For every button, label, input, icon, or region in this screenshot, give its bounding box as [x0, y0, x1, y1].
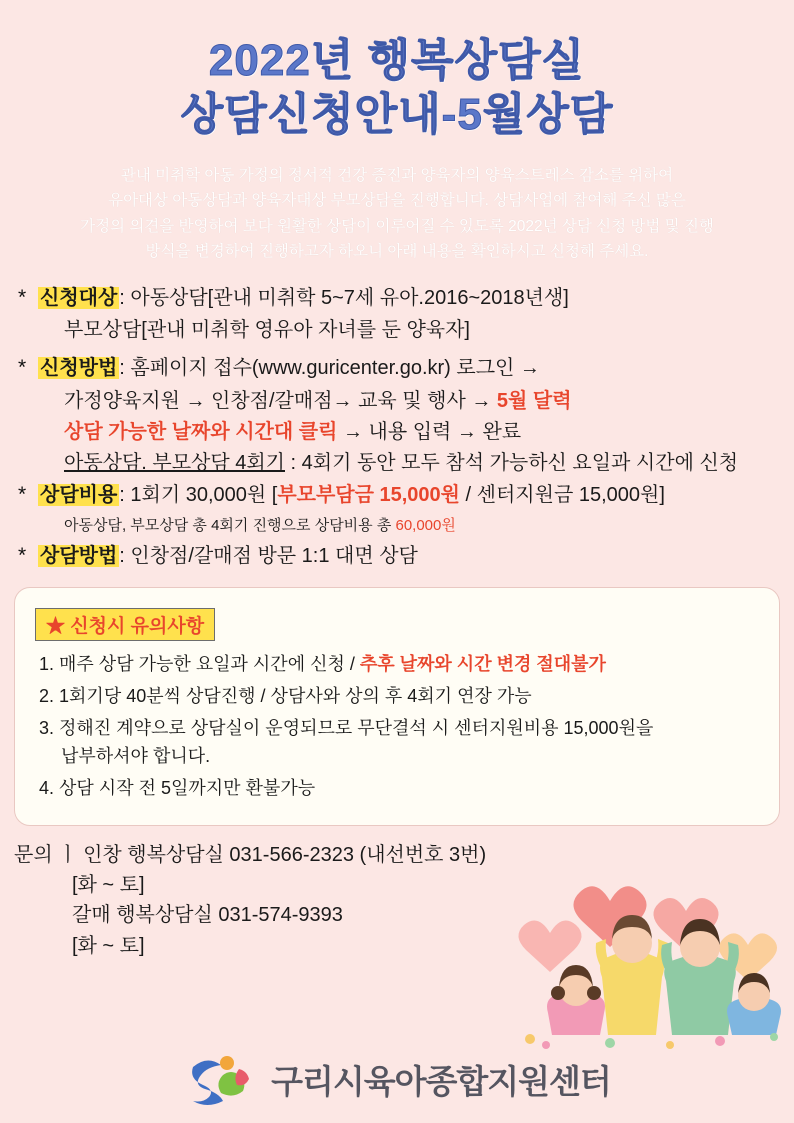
- section-method-label: 신청방법: [40, 357, 118, 380]
- notice-item-number: 2.: [39, 686, 55, 707]
- intro-paragraph: [56, 163, 738, 263]
- notice-item-text: 정해진 계약으로 상담실이 운영되므로 무단결석 시 센터지원비용 15,000원을: [59, 717, 654, 738]
- notice-badge-label: 신청시 유의사항: [70, 616, 205, 638]
- bullet-star-icon: *: [18, 285, 27, 309]
- contact-line-3: 갈매 행복상담실 031-574-9393: [72, 904, 343, 927]
- section-way-content: [38, 542, 776, 572]
- notice-item: [35, 683, 759, 711]
- section-cost-total: 60,000원: [395, 516, 456, 534]
- poster-body: [18, 282, 776, 571]
- section-method-line4-a: 아동상담. 부모상담 4회기: [64, 451, 285, 474]
- section-cost-colon: :: [119, 483, 125, 506]
- intro-line-2: 유아대상 아동상담과 양육자대상 부모상담을 진행합니다. 상담사업에 참여해 주신 많은: [108, 192, 686, 210]
- section-method-line4: [18, 448, 776, 478]
- intro-line-3: 가정의 의견을 반영하여 보다 원활한 상담이 이루어질 수 있도록 2022년 상담 신청 방법 및 진행: [80, 217, 714, 235]
- star-icon: ★: [46, 616, 66, 638]
- notice-item-text: 상담 시작 전 5일까지만 환불가능: [59, 777, 316, 798]
- section-method-text: 홈페이지 접수(www.guricenter.go.kr) 로그인 →: [130, 357, 540, 380]
- section-target-line2: 부모상담[관내 미취학 영유아 자녀를 둔 양육자]: [64, 319, 470, 342]
- notice-item-text: 1회기당 40분씩 상담진행 / 상담사와 상의 후 4회기 연장 가능: [59, 686, 532, 707]
- title-line-2: 상담신청안내-5월상담: [180, 89, 614, 139]
- notice-item-text: 매주 상담 가능한 요일과 시간에 신청 /: [59, 654, 360, 675]
- section-method-line2-a: 가정양육지원 → 인창점/갈매점→ 교육 및 행사 →: [64, 389, 497, 412]
- notice-item: [35, 775, 759, 803]
- contact-line-4: [화 ~ 토]: [72, 934, 145, 957]
- notice-item-number: 3.: [39, 717, 55, 738]
- notice-box: [14, 587, 780, 825]
- intro-line-4: 방식을 변경하여 진행하고자 하오니 아래 내용을 확인하시고 신청해 주세요.: [145, 242, 649, 260]
- section-method-content: [38, 354, 776, 384]
- notice-item: [35, 651, 759, 679]
- section-way-text: 인창점/갈매점 방문 1:1 대면 상담: [130, 544, 418, 567]
- section-target-label: 신청대상: [40, 286, 118, 309]
- section-cost: [18, 479, 776, 511]
- section-way: [18, 540, 776, 572]
- section-way-colon: :: [119, 544, 125, 567]
- section-method: [18, 352, 776, 384]
- section-method-line2-b: 5월 달력: [496, 389, 572, 412]
- section-way-label: 상담방법: [40, 544, 118, 567]
- footer-logo-block: [0, 1053, 794, 1105]
- section-method-line3: [18, 417, 776, 447]
- section-cost-label: 상담비용: [40, 483, 118, 506]
- title-line-1: 2022년 행복상담실: [208, 36, 586, 85]
- section-target: [18, 282, 776, 314]
- notice-item-number: 1.: [39, 654, 55, 675]
- notice-badge: [35, 608, 215, 641]
- section-method-line3-a: 상담 가능한 날짜와 시간대 클릭: [64, 420, 338, 443]
- notice-item-number: 4.: [39, 777, 55, 798]
- section-method-line3-b: → 내용 입력 → 완료: [337, 420, 522, 443]
- contact-line-2: [화 ~ 토]: [72, 874, 145, 896]
- notice-item: [35, 715, 759, 771]
- bullet-star-icon: *: [18, 356, 27, 380]
- section-cost-text-1: 1회기 30,000원 [: [130, 483, 278, 506]
- notice-item-continuation: 납부하셔야 합니다.: [61, 745, 211, 766]
- contact-block: [14, 840, 794, 962]
- section-cost-note: [18, 514, 776, 535]
- bullet-star-icon: *: [18, 543, 27, 567]
- poster-title: [0, 0, 794, 141]
- section-cost-content: [38, 481, 776, 511]
- contact-line-1: 문의 ㅣ 인창 행복상담실 031-566-2323 (내선번호 3번): [14, 843, 487, 866]
- section-cost-note-a: 아동상담, 부모상담 총 4회기 진행으로 상담비용 총: [64, 516, 396, 534]
- notice-item-emphasis: 추후 날짜와 시간 변경 절대불가: [359, 654, 606, 675]
- footer-org-name: 구리시육아종합지원센터: [271, 1062, 611, 1100]
- section-target-content: [38, 284, 776, 314]
- section-target-text: 아동상담[관내 미취학 5~7세 유아.2016~2018년생]: [130, 286, 569, 309]
- center-logo-icon: [183, 1053, 257, 1105]
- section-cost-parent-fee: 부모부담금 15,000원: [277, 483, 460, 506]
- bullet-star-icon: *: [18, 482, 27, 506]
- section-method-colon: :: [119, 357, 125, 380]
- section-method-line4-b: : 4회기 동안 모두 참석 가능하신 요일과 시간에 신청: [285, 451, 739, 474]
- section-cost-text-3: / 센터지원금 15,000원]: [460, 483, 665, 506]
- intro-line-1: 관내 미취학 아동 가정의 정서적 건강 증진과 양육자의 양육스트레스 감소를 위하여: [120, 167, 674, 185]
- section-method-line2: [18, 386, 776, 416]
- section-target-colon: :: [119, 286, 125, 309]
